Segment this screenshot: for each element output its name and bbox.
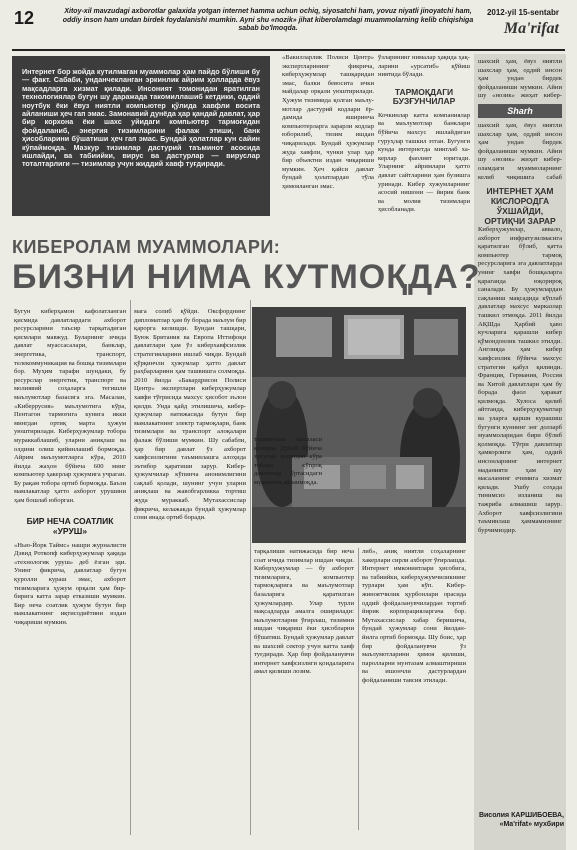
- top-column-1: «Вакилларлик Полиси Центр» экспертларининг фикрича, киберҳужумлар ташқаридан эмас, балки бевосита ички майдалар орқали уюштирилади. Ҳужум тизимида қолган маълумотлар дастурий кодлари ёрдамида яширинча компьютерларга зарарли кодлар юборилиб, тизим ишдан чиқарилади. Бундай ҳужумлар жуда хавфли, чунки улар ҳар бир объектни издан чиқариши мумкин. Ҳеч қайси давлат бундай ҳолатлардан тўла ҳимояланган эмас.: [282, 54, 374, 190]
- signature-role: «Ma'rifat» мухбири: [499, 820, 564, 828]
- kicker: КИБЕРОЛАМ МУАММОЛАРИ:: [12, 237, 281, 257]
- sidebar-tag: Sharh: [478, 104, 562, 118]
- body-column-1-after: «Нью-Йорк Таймс» нашри журналисти Дэвид Роткопф киберҳужумлар ҳақида «технологик уруш» деб ёзган эди. Унинг фикрича, давлатлар бугун қуролли кураш эмас, ахборот тизимларига ҳужум орқали ҳам бир-бирига катта зарар етказиши мумкин. Бир неча соатлик ҳужум бутун бир мамлакатнинг иқтисодиётини издан чиқариши мумкин.: [14, 541, 126, 626]
- body-column-3: тарқалиши натижасида бир неча соат ичида тизимлар ишдан чиқди. Киберҳужумлар — бу ахборот тизимларига, компьютер тармоқларига ва маълумотлар базаларига қаратилган ҳужумлардир. Улар турли мақсадларда амалга оширилади: маълумотларни ўғирлаш, тизимни ишдан чиқариш ёки ҳисобларни бўшатиш. Бундай ҳужумлар давлат ва шахсий сектор учун катта хавф туғдиради. Ҳар бир фойдаланувчи интернет хавфсизлиги қоидаларига амал қилиши лозим.: [254, 548, 354, 676]
- top-column-2: [378, 54, 470, 232]
- top-column-2-pre: ўзларининг нималар ҳақида ҳақларини «урсатиб» қўйиш ниятида бўлади.: [378, 54, 470, 79]
- body-column-1-text: Бугун киберҳамон кафолатланган қисмида давлатлардаги ахборот ресурсларини таъсир тарқатадиган қисмлари мавжуд. Буларнинг ичида давлат муассасалари, банклар, энергетика, транспорт, телекоммуникация ва бошқа тизимлари бор. Муҳим тарафи шундаки, бу ресурслар энергетик, транспорт ва молиявий соҳаларга тегишли маълумотлар базасига эга. Масалан, «Киберрусия» маълумотига кўра, Пентагон тармоғига кунига икки мингдан ортиқ марта ҳужум уюштирилади. Киберҳужумлар тобора мураккаблашиб, уларни аниқлаш ва олдини олиш қийинлашиб бормоқда. Айрим маълумотларга кўра, 2010 йилда жаҳон бўйича 600 минг компьютер ҳакерлар ҳужумига учраган. Бу рақам тобора ортиб бормоқда. Баъзи мамлакатлар ҳатто ахборот урушини ҳам бошлаб юборган.: [14, 308, 126, 505]
- body-column-2: мага солиб қўйди. Оксфорднинг дипломатлар ҳам бу борада маълум бир қарорга келишди. Бундан ташқари, Буюк Британия ва Европа Иттифоқи давлатлари ҳам ўз киберхавфсизлик стратегияларини ишлаб чиқди. Бундай қўрқинчли ҳужумлар ҳатто давлат раҳбарларини ҳам ташвишга солмоқда. 2010 йилда «Бакардрисон Полиси Центр» экспертлари киберҳужумлар хавфи тўғрисида махсус ҳисобот эълон қилди. Унда қайд этилишича, киберҳужумлар натижасида бутун бир мамлакатнинг электр тармоқлари, банк тизимлари ва транспорт алоқалари фалаж бўлиши мумкин. Шу сабабли, ҳар бир давлат ўз ахборот хавфсизлигини таъминлашга алоҳида эътибор қаратиши зарур. Киберҳужумчилар кўпинча анонимлигини сақлаб қолади, шунинг учун уларни аниқлаш ва жавобгарликка тортиш жуда мураккаб. Мутахассислар фикрича, келажакда бундай ҳужумлар сони янада ортиб боради.: [134, 308, 246, 522]
- masthead: Ma'rifat: [503, 20, 559, 37]
- body-column-1: [14, 308, 126, 828]
- sidebar-body: Киберҳужумлар, аввало, ахборот инфратузилмасига қаратилган бўлиб, қатта компьютер тармоқ ресурсларига эга давлатларда унинг хавфи бошқаларга қараганда юқорироқ саналади. Бу ҳужумлардан сақланиш мақсадида кўплаб давлатлар махсус марказлар ташкил этмоқда. 2011 йилда АҚШда Ҳарбий ҳаво кучларига қарашли кибер қўмондонлик ташкил этилди. Англияда ҳам кибер хавфсизлик бўйича махсус стратегия қабул қилинди. Франция, Германия, Россия ва Хитой давлатлари ҳам бу борада фаол ҳаракат қилмоқда. Хулоса қилиб айтганда, киберҳуқуматлар ва уларга қарши курашиш бугунги куннинг энг долзарб муаммоларидан бири бўлиб қолмоқда. Тўғри давлатлар ҳамкорлиги ҳам, оддий инсонларнинг интернет маданияти ҳам шу масаланинг ечимига хизмат қилади. Ушбу соҳада тинимсиз изланиш ва тажриба алмашиш зарур. Ахборот хавфсизлигини таъминлаш ҳаммамизнинг бурчимиздир.: [478, 226, 562, 534]
- page-number: 12: [14, 8, 35, 28]
- signature: [476, 812, 564, 829]
- body-column-4: либ», аниқ ниятли соҳаларнинг хакерлари сирли ахборот ўғирлашда. Интернет имкониятлари ҳисобига, ва табиийки, киберҳужумчиликнинг турлари ҳам кўп. Кибержиноятчилик қурбонлари орасида оддий фойдаланувчилардан тортиб йирик корпорацияларгача бор. Мутахассислар хабар беришича, бундай ҳужумлар сони йилдан-йилга ортиб бормоқда. Шу боис, ҳар бир фойдаланувчи ўз маълумотларини ҳимоя қилиши, паролларни мунтазам алмаштириши ва ишончли дастурлардан фойдаланиши тавсия этилади.: [362, 548, 466, 684]
- section-heading-war: БИР НЕЧА СОАТЛИК «УРУШ»: [26, 515, 114, 536]
- header-rule: [12, 49, 565, 51]
- header-intro: Xitoy-xil mavzudagi axborotlar galaxida yotgan internet hamma uchun ochiq, siyosatchi ham, yovuz niyatli jinoyatchi ham, oddiy inson ham undan birdek foydalanishi mumkin. Ayni shu «nozik» jihat kiberolamdagi muammolarning kelib chiqishiga sabab bo'lmoqda.: [62, 8, 474, 32]
- lead-box: Интернет бор жойда кутилмаган муаммолар ҳам пайдо бўлиши бу — факт. Сабаби, унданчекланган эркинлик айрим ҳолларда ёвуз мақсадларга хизмат қилади. Инсоният томонидан яратилган технологиялар бугун шу даражада такомиллашиб кетдики, оддий ноутбук ёки ёвуз ниятли компьютер қўлида хавфли восита айланиши ҳеч гап эмас. Замонавий дунёда ҳар қандай давлат, ҳар бир корхона ёки шахс уйидаги компьютер тармоғидан фойдаланиб, энергия тизимларини фалаж этиши, банк ҳисобларини бўшатиши ҳеч гап эмас. Бундай ҳолатлар кун сайин кўпаймоқда. Мазкур тизимлар дастурий таъминот асосида ишлайди, ва табиийки, вирус ва дастурлар — вируслар тоталтарлиги — тизимлар учун жиддий хавф туғдиради.: [12, 56, 270, 216]
- headline: БИЗНИ НИМА КУТМОҚДА?: [12, 258, 481, 296]
- section-heading-hackers: ТАРМОҚДАГИ БУЗҒУНЧИЛАР: [392, 86, 456, 106]
- column-rule: [358, 548, 359, 830]
- column-rule: [130, 300, 131, 835]
- sidebar-heading: ИНТЕРНЕТ ҲАМ КИСЛОРОДГА ЎХШАЙДИ, ОРТИҚЧИ ЗАРАР: [484, 186, 556, 226]
- top-column-2-text: Кочкинлар катта компаниялар ва маълумотлар банклари бўйича махсус ишлайдиган гуруҳлар ташкил этган. Бугунги кунда интернетда минглаб хакерлар фаолият юритади. Уларнинг айримлари ҳатто давлат сайтларини ҳам бузишга уринади. Кибер хужумларнинг асосий нишони — йирик банк ва молия тизимлари ҳисобланади.: [378, 111, 470, 214]
- sidebar-intro-pre: шахсий ҳам, ёвуз ниятли шахслар ҳам, оддий инсон ҳам ундан бирдек фойдаланиши мумкин. Айни шу «нозик» жиҳат кибер: [478, 58, 562, 100]
- issue-date: 2012-yil 15-sentabr: [486, 8, 559, 17]
- column-rule: [250, 300, 251, 835]
- signature-name: Висолия КАРШИБОЕВА,: [478, 812, 564, 819]
- sidebar-intro: шахсий ҳам, ёвуз ниятли шахслар ҳам, оддий инсон ҳам ундан бирдек фойдаланиши мумкин. Айни шу «нозик» жиҳат кибероламдаги муаммоларнинг келиб чиқишига сабаб: [478, 122, 562, 181]
- body-column-narrow: таҳминлаш масаласи қозирда Дубай бўйича хусусий ҳолатдан кўра тобора кўпроқ давлатлар ўртасидаги муаммога айланмоқда.: [254, 436, 322, 486]
